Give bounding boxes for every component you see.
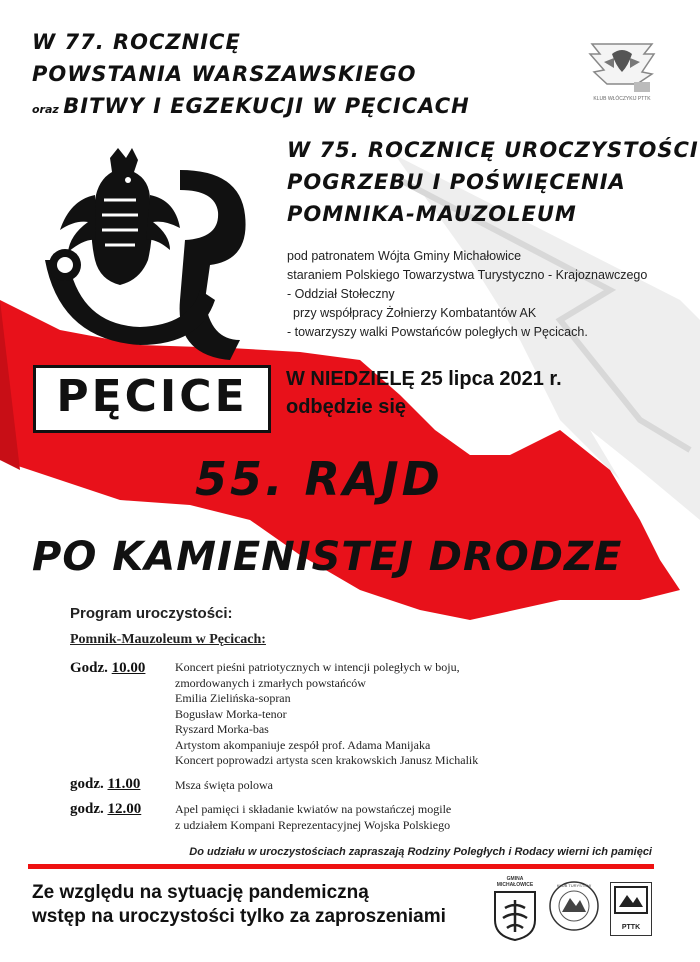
program-description [175, 802, 451, 833]
pw-eagle-logo [40, 140, 260, 360]
patronage-line: - Oddział Stołeczny [287, 287, 395, 301]
patronage-line: pod patronatem Wójta Gminy Michałowice [287, 249, 522, 263]
program-item-1100 [70, 776, 590, 796]
coat-of-arms-icon [490, 888, 540, 942]
program-time [70, 776, 140, 793]
pecice-label-box [33, 365, 271, 433]
time-prefix: Godz. [70, 660, 108, 676]
program-line: Ryszard Morka-bas [175, 722, 269, 736]
club-logo-caption: KLUB TURYSTÓW [556, 883, 592, 888]
program-line: Emilia Zielińska-sopran [175, 691, 291, 705]
club-round-logo [548, 880, 600, 932]
club-corner-logo [582, 32, 662, 112]
red-separator-line [28, 864, 654, 869]
headline-mausoleum: POMNIKA-MAUZOLEUM [287, 202, 577, 226]
gmina-logo [490, 876, 540, 938]
program-description [175, 778, 273, 794]
time-prefix: godz. [70, 801, 104, 817]
pttk-logo [610, 882, 652, 936]
patronage-line: staraniem Polskiego Towarzystwa Turystyczno - Krajoznawczego [287, 268, 648, 282]
program-line: Artystom akompaniuje zespół prof. Adama Manijaka [175, 737, 431, 752]
pecice-label: PĘCICE [56, 371, 248, 422]
rally-number-title: 55. RAJD [195, 452, 443, 506]
program-item-1200 [70, 801, 590, 837]
program-line: z udziałem Kompani Reprezentacyjnej Wojska Polskiego [175, 817, 451, 832]
time-prefix: godz. [70, 776, 104, 792]
pttk-emblem-icon [611, 883, 651, 919]
pandemic-notice-line1: Ze względu na sytuację pandemiczną [32, 882, 369, 903]
time-value: 12.00 [107, 801, 142, 817]
kotwica-anchor-icon [40, 140, 260, 360]
pttk-logo-caption: PTTK [621, 924, 641, 931]
headline-77th-anniversary: W 77. ROCZNICĘ [32, 30, 241, 54]
program-heading: Program uroczystości: [70, 605, 233, 622]
time-value: 11.00 [107, 776, 141, 792]
program-item-1000 [70, 660, 590, 770]
headline-warsaw-uprising: POWSTANIA WARSZAWSKIEGO [32, 62, 417, 86]
program-line: zmordowanych i zmarłych powstańców [175, 675, 366, 690]
event-will-happen: odbędzie się [286, 396, 407, 418]
headline-burial: POGRZEBU I POŚWIĘCENIA [287, 170, 626, 194]
program-line: Bogusław Morka-tenor [175, 706, 287, 721]
program-line: Msza święta polowa [175, 778, 273, 792]
program-line: Koncert pieśni patriotycznych w intencji poległych w boju, [175, 660, 460, 674]
headline-75th-anniversary: W 75. ROCZNICĘ UROCZYSTOŚCI [287, 138, 699, 162]
time-value: 10.00 [111, 660, 146, 676]
program-location: Pomnik-Mauzoleum w Pęcicach: [70, 632, 266, 647]
patronage-line: przy współpracy Żołnierzy Kombatantów AK [293, 306, 537, 320]
headline-battle-pecice: BITWY I EGZEKUCJI W PĘCICACH [63, 94, 470, 118]
program-time [70, 660, 145, 677]
corner-logo-caption: KLUB WŁÓCZYKIJ PTTK [593, 96, 651, 102]
invitation-text: Do udziału w uroczystościach zapraszają Rodziny Poległych i Rodacy wierni ich pamięci [189, 846, 652, 858]
program-time [70, 801, 141, 818]
rally-name-title: PO KAMIENISTEJ DRODZE [32, 534, 623, 580]
program-line: Apel pamięci i składanie kwiatów na powstańczej mogile [175, 802, 452, 816]
pandemic-notice-line2: wstęp na uroczystości tylko za zaproszeniami [32, 906, 446, 927]
patronage-line: - towarzyszy walki Powstańców poległych w Pęcicach. [287, 325, 588, 339]
program-line: Koncert poprowadzi artysta scen krakowskich Janusz Michalik [175, 753, 479, 767]
gmina-logo-caption: GMINA MICHAŁOWICE [496, 876, 534, 888]
headline-oraz: oraz [32, 103, 59, 116]
headline-battle-line [32, 94, 470, 118]
event-date: W NIEDZIELĘ 25 lipca 2021 r. [286, 368, 562, 390]
patronage-block [287, 247, 687, 342]
program-description [175, 660, 478, 769]
